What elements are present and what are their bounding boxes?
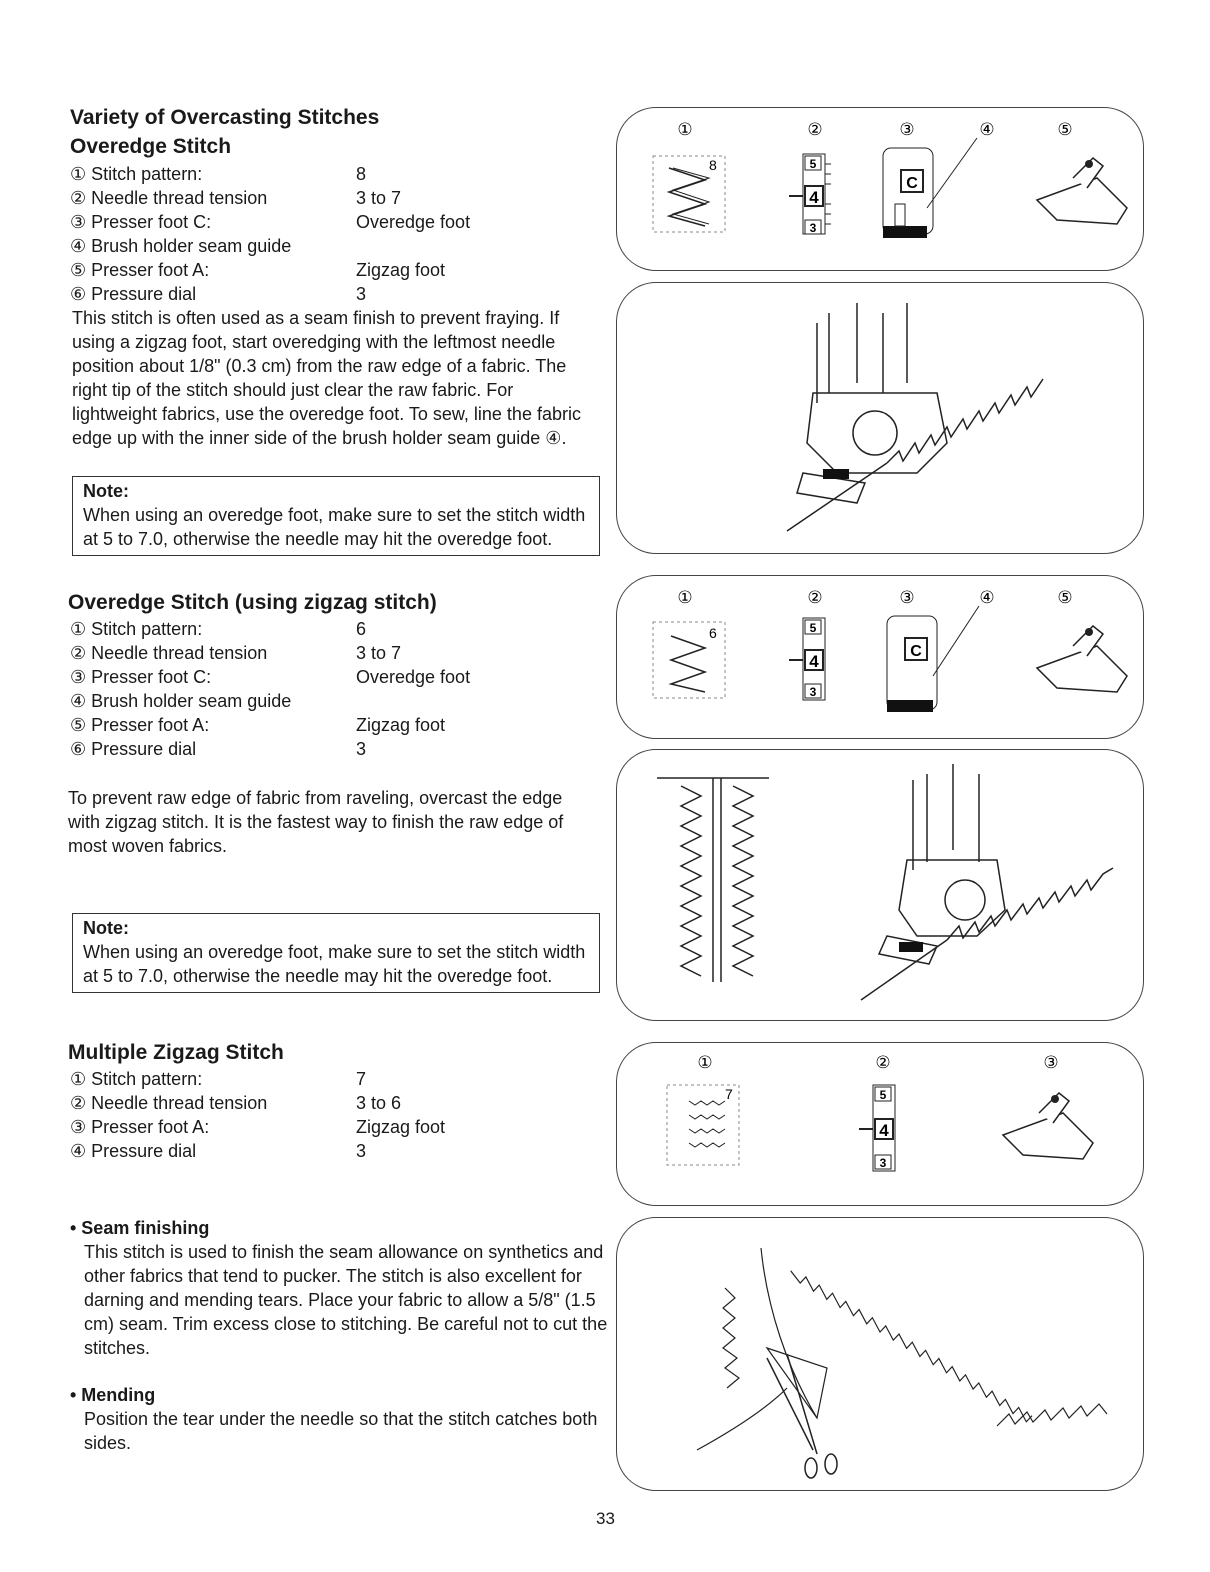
overedge-sewing-illustration (617, 283, 1143, 553)
stitch-pattern-icon (653, 622, 725, 698)
param-row: ⑥ Pressure dial 3 (70, 739, 367, 759)
param-row: ③ Presser foot C: Overedge foot (70, 667, 471, 687)
callout-1: ① (697, 1053, 713, 1073)
overedge-foot-c-icon (887, 606, 979, 712)
callout-2: ② (875, 1053, 891, 1073)
figure-panel-overedge-settings (616, 107, 1144, 271)
zigzag-settings-illustration (617, 576, 1143, 738)
pattern-number: 7 (725, 1086, 733, 1102)
pattern-number: 8 (709, 157, 717, 173)
zigzag-sewing-illustration (617, 750, 1143, 1020)
section-title-multiple-zigzag: Multiple Zigzag Stitch (68, 1041, 284, 1064)
zigzag-foot-a-icon (1037, 158, 1127, 224)
figure-panel-mending (616, 1217, 1144, 1491)
svg-text:3: 3 (879, 1156, 887, 1170)
callout-2: ② (807, 588, 823, 608)
stitch-pattern-icon (667, 1085, 739, 1165)
param-row: ③ Presser foot C: Overedge foot (70, 212, 471, 232)
section-subtitle-overedge: Overedge Stitch (70, 135, 232, 158)
zigzag-foot-a-icon (1003, 1093, 1093, 1159)
bullet-title: • Mending (70, 1385, 156, 1405)
param-row: ① Stitch pattern: 8 (70, 164, 367, 184)
svg-text:4: 4 (809, 652, 819, 671)
section-title-overedge-zigzag: Overedge Stitch (using zigzag stitch) (68, 591, 437, 614)
svg-text:5: 5 (809, 157, 817, 171)
overedge-settings-illustration (617, 108, 1143, 270)
tension-dial-icon (789, 618, 825, 700)
tension-dial-icon (789, 154, 831, 235)
svg-text:C: C (906, 175, 918, 192)
seam-allowance-sketch (657, 778, 769, 982)
overedge-body-text: This stitch is often used as a seam finish to prevent fraying. If using a zigzag foot, start overedging with the leftmost needle position about 1/8" (0.3 cm) from the raw edge of a fabric. The right tip of the stitch should just clear the raw fabric. For lightweight fabrics, use the overedge foot. To sew, line the fabric edge up with the inner side of the brush holder seam guide ④. (72, 308, 581, 448)
svg-text:C: C (910, 643, 922, 660)
param-row: ① Stitch pattern: 7 (70, 1069, 367, 1089)
param-row: ④ Brush holder seam guide (70, 236, 292, 256)
param-row: ⑤ Presser foot A: Zigzag foot (70, 715, 446, 735)
note-title: Note: (83, 481, 129, 501)
param-row: ⑥ Pressure dial 3 (70, 284, 367, 304)
param-row: ② Needle thread tension 3 to 7 (70, 188, 402, 208)
callout-4: ④ (979, 588, 995, 608)
callout-5: ⑤ (1057, 120, 1073, 140)
param-row: ② Needle thread tension 3 to 7 (70, 643, 402, 663)
param-row: ④ Pressure dial 3 (70, 1141, 367, 1161)
svg-text:4: 4 (879, 1121, 889, 1140)
param-row: ⑤ Presser foot A: Zigzag foot (70, 260, 446, 280)
page-number: 33 (596, 1509, 615, 1528)
overedge-note-box (72, 476, 600, 556)
param-row: ① Stitch pattern: 6 (70, 619, 367, 639)
overedge-zigzag-note-box (72, 913, 600, 993)
param-row: ③ Presser foot A: Zigzag foot (70, 1117, 446, 1137)
mending-bullet (70, 1383, 610, 1455)
bullet-text: This stitch is used to finish the seam allowance on synthetics and other fabrics that tend to pucker. The stitch is also excellent for darning and mending tears. Place your fabric to allow a 5/8" (1.5 cm) seam. Trim excess close to stitching. Be careful not to cut the stitches. (84, 1242, 608, 1358)
multiple-zigzag-params (70, 1067, 445, 1163)
svg-text:5: 5 (879, 1088, 887, 1102)
note-title: Note: (83, 918, 129, 938)
param-row: ④ Brush holder seam guide (70, 691, 292, 711)
section-title-overcasting: Variety of Overcasting Stitches (70, 106, 380, 129)
svg-text:4: 4 (809, 188, 819, 207)
svg-text:3: 3 (809, 685, 817, 699)
param-row: ② Needle thread tension 3 to 6 (70, 1093, 402, 1113)
callout-4: ④ (979, 120, 995, 140)
figure-panel-multiple-zigzag-settings (616, 1042, 1144, 1206)
bullet-title: • Seam finishing (70, 1218, 210, 1238)
callout-3: ③ (1043, 1053, 1059, 1073)
bullet-text: Position the tear under the needle so that the stitch catches both sides. (84, 1409, 598, 1453)
tension-dial-icon (859, 1085, 895, 1171)
mending-illustration (617, 1218, 1143, 1490)
pattern-number: 6 (709, 625, 717, 641)
figure-panel-overedge-sewing (616, 282, 1144, 554)
overedge-params (70, 162, 470, 306)
note-text: When using an overedge foot, make sure to set the stitch width at 5 to 7.0, otherwise the needle may hit the overedge foot. (83, 505, 586, 549)
note-text: When using an overedge foot, make sure to set the stitch width at 5 to 7.0, otherwise the needle may hit the overedge foot. (83, 942, 586, 986)
callout-1: ① (677, 588, 693, 608)
overedge-zigzag-body-text: To prevent raw edge of fabric from raveling, overcast the edge with zigzag stitch. It is the fastest way to finish the raw edge of most woven fabrics. (68, 788, 564, 856)
callout-3: ③ (899, 120, 915, 140)
callout-2: ② (807, 120, 823, 140)
overedge-foot-c-icon (883, 138, 977, 238)
callout-5: ⑤ (1057, 588, 1073, 608)
zigzag-foot-a-icon (1037, 626, 1127, 692)
multiple-zigzag-settings-illustration (617, 1043, 1143, 1205)
svg-text:3: 3 (809, 221, 817, 235)
svg-text:5: 5 (809, 621, 817, 635)
callout-3: ③ (899, 588, 915, 608)
overedge-zigzag-params (70, 617, 470, 761)
seam-finishing-bullet (70, 1216, 610, 1360)
figure-panel-zigzag-sewing (616, 749, 1144, 1021)
figure-panel-zigzag-settings (616, 575, 1144, 739)
stitch-pattern-icon (653, 156, 725, 232)
callout-1: ① (677, 120, 693, 140)
